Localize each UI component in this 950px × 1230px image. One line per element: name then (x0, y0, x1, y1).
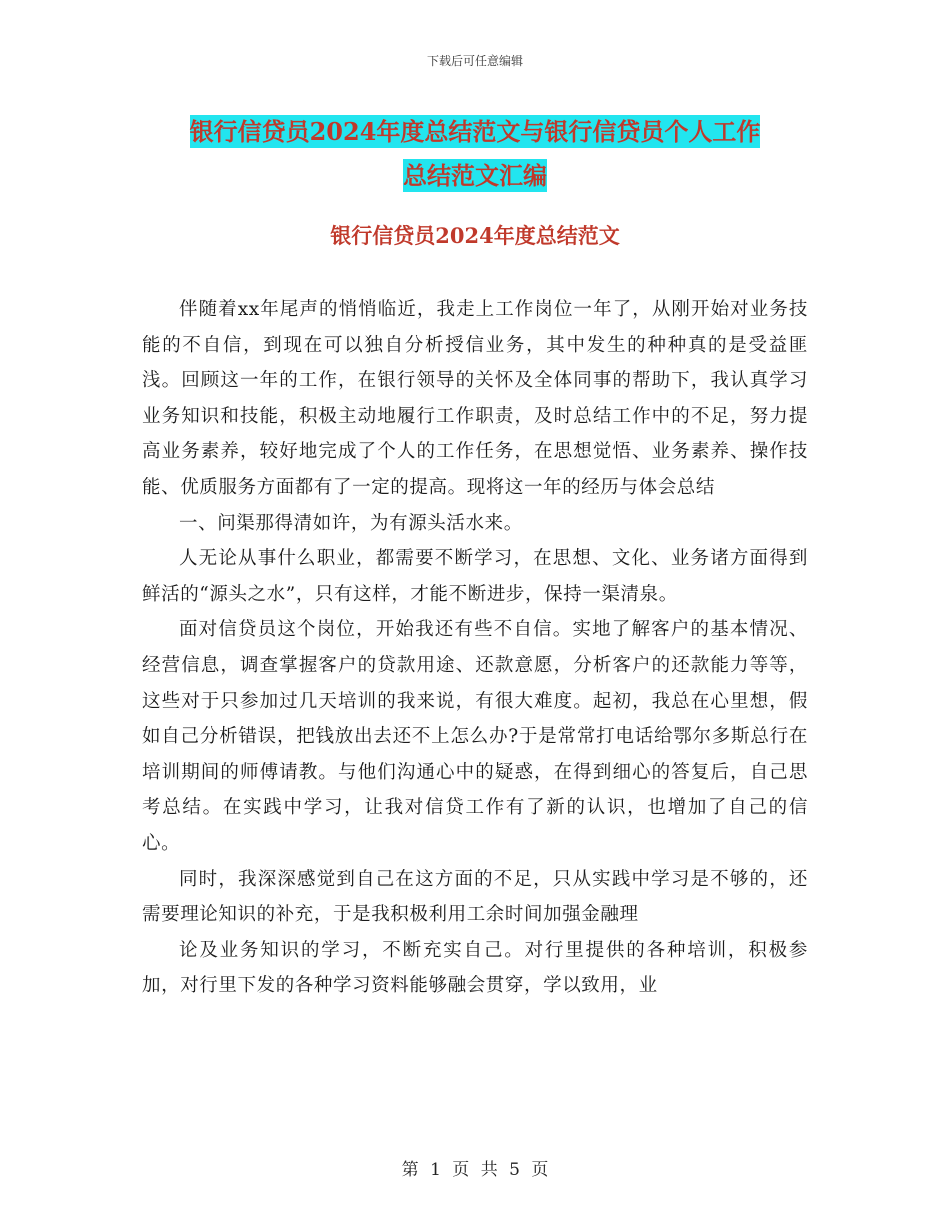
paragraph: 论及业务知识的学习，不断充实自己。对行里提供的各种培训，积极参加，对行里下发的各种学习资料能够融会贯穿，学以致用，业 (142, 939, 808, 997)
document-title (0, 110, 950, 198)
section-title: 银行信贷员2024年度总结范文 (330, 223, 620, 248)
paragraph: 面对信贷员这个岗位，开始我还有些不自信。实地了解客户的基本情况、经营信息，调查掌握客户的贷款用途、还款意愿，分析客户的还款能力等等，这些对于只参加过几天培训的我来说，有很大难度。起初，我总在心里想，假如自己分析错误，把钱放出去还不上怎么办?于是常常打电话给鄂尔多斯总行在培训期间的师傅请教。与他们沟通心中的疑惑，在得到细心的答复后，自己思考总结。在实践中学习，让我对信贷工作有了新的认识，也增加了自己的信心。 (142, 619, 808, 854)
header-note: 下载后可任意编辑 (426, 54, 523, 68)
paragraph: 人无论从事什么职业，都需要不断学习，在思想、文化、业务诸方面得到鲜活的“源头之水”，只有这样，才能不断进步，保持一渠清泉。 (142, 548, 808, 605)
paragraph: 伴随着xx年尾声的悄悄临近，我走上工作岗位一年了，从刚开始对业务技能的不自信，到现在可以独自分析授信业务，其中发生的种种真的是受益匪浅。回顾这一年的工作，在银行领导的关怀及全体同事的帮助下，我认真学习业务知识和技能，积极主动地履行工作职责，及时总结工作中的不足，努力提高业务素养，较好地完成了个人的工作任务，在思想觉悟、业务素养、操作技能、优质服务方面都有了一定的提高。现将这一年的经历与体会总结 (142, 299, 808, 498)
page-footer: 第 1 页 共 5 页 (401, 1160, 549, 1180)
title-line-1: 银行信贷员2024年度总结范文与银行信贷员个人工作 (189, 117, 761, 146)
paragraph: 一、问渠那得清如许，为有源头活水来。 (179, 512, 523, 534)
paragraph: 同时，我深深感觉到自己在这方面的不足，只从实践中学习是不够的，还需要理论知识的补充，于是我积极利用工余时间加强金融理 (142, 868, 808, 926)
document-body (142, 292, 808, 1004)
title-line-2: 总结范文汇编 (403, 161, 547, 190)
